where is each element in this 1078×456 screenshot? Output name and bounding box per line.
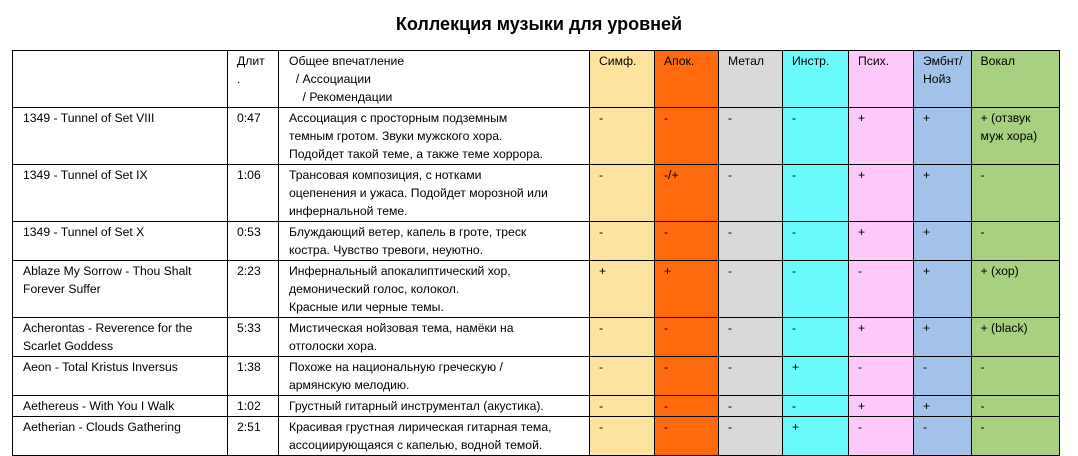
mark-metal: - — [719, 222, 783, 261]
mark-vocal: + (отзвук муж хора) — [971, 108, 1059, 165]
track-impression — [279, 261, 590, 318]
mark-instr: - — [783, 396, 849, 417]
impression-line: демонический голос, колокол. — [289, 282, 460, 296]
impression-line: Подойдет такой теме, а также теме хоррора. — [289, 147, 544, 161]
mark-ambient: + — [914, 222, 972, 261]
track-name: Aetherian - Clouds Gathering — [13, 417, 228, 456]
track-duration: 0:47 — [228, 108, 279, 165]
track-duration: 2:51 — [228, 417, 279, 456]
impression-line: костра. Чувство тревоги, неуютно. — [289, 243, 484, 257]
mark-ambient: + — [914, 318, 972, 357]
mark-metal: - — [719, 396, 783, 417]
mark-metal: - — [719, 417, 783, 456]
mark-vocal: - — [971, 396, 1059, 417]
mark-instr: + — [783, 357, 849, 396]
track-impression — [279, 108, 590, 165]
impression-line: Ассоциация с просторным подземным — [289, 111, 508, 125]
table-row — [13, 357, 1060, 396]
track-name: 1349 - Tunnel of Set IX — [13, 165, 228, 222]
mark-instr: - — [783, 261, 849, 318]
mark-ambient: - — [914, 357, 972, 396]
track-name: 1349 - Tunnel of Set VIII — [13, 108, 228, 165]
table-row — [13, 261, 1060, 318]
mark-psych: - — [849, 417, 914, 456]
mark-apok: - — [655, 396, 719, 417]
track-impression — [279, 396, 590, 417]
mark-psych: - — [849, 357, 914, 396]
mark-ambient: + — [914, 396, 972, 417]
page-title: Коллекция музыки для уровней — [395, 14, 683, 34]
impression-line: отголоски хора. — [289, 339, 378, 353]
impression-line: оцепенения и ужаса. Подойдет морозной или — [289, 186, 548, 200]
mark-psych: - — [849, 261, 914, 318]
mark-instr: - — [783, 165, 849, 222]
mark-psych: + — [849, 108, 914, 165]
impression-line: Трансовая композиция, с нотками — [289, 168, 482, 182]
impression-line: темным гротом. Звуки мужского хора. — [289, 129, 503, 143]
mark-symph: - — [590, 165, 655, 222]
table-row — [13, 222, 1060, 261]
header-duration-line: Длит — [237, 54, 265, 68]
track-name: Acherontas - Reverence for the Scarlet Goddess — [13, 318, 228, 357]
mark-psych: + — [849, 318, 914, 357]
track-duration: 1:06 — [228, 165, 279, 222]
mark-ambient: - — [914, 417, 972, 456]
track-impression — [279, 357, 590, 396]
header-duration — [228, 51, 279, 108]
track-name: Ablaze My Sorrow - Thou Shalt Forever Suffer — [13, 261, 228, 318]
mark-metal: - — [719, 357, 783, 396]
mark-vocal: - — [971, 165, 1059, 222]
track-name: 1349 - Tunnel of Set X — [13, 222, 228, 261]
mark-ambient: + — [914, 261, 972, 318]
track-duration: 5:33 — [228, 318, 279, 357]
mark-metal: - — [719, 261, 783, 318]
mark-psych: + — [849, 165, 914, 222]
mark-vocal: - — [971, 222, 1059, 261]
header-category-apok: Апок. — [655, 51, 719, 108]
mark-symph: - — [590, 108, 655, 165]
table-row — [13, 318, 1060, 357]
header-category-metal: Метал — [719, 51, 783, 108]
mark-instr: - — [783, 108, 849, 165]
impression-line: Красные или черные темы. — [289, 300, 444, 314]
mark-psych: + — [849, 222, 914, 261]
mark-apok: - — [655, 108, 719, 165]
header-category-symph: Симф. — [590, 51, 655, 108]
header-impression — [279, 51, 590, 108]
mark-metal: - — [719, 165, 783, 222]
mark-instr: + — [783, 417, 849, 456]
mark-instr: - — [783, 318, 849, 357]
mark-vocal: - — [971, 357, 1059, 396]
mark-ambient: + — [914, 108, 972, 165]
header-category-psych: Псих. — [849, 51, 914, 108]
mark-vocal: - — [971, 417, 1059, 456]
header-impression-line: Общее впечатление — [289, 54, 405, 68]
header-category-ambient: Эмбнт/ Нойз — [914, 51, 972, 108]
mark-vocal: + (black) — [971, 318, 1059, 357]
mark-ambient: + — [914, 165, 972, 222]
track-impression — [279, 318, 590, 357]
mark-symph: - — [590, 396, 655, 417]
track-impression — [279, 222, 590, 261]
track-duration: 1:02 — [228, 396, 279, 417]
header-track — [13, 51, 228, 108]
mark-psych: + — [849, 396, 914, 417]
impression-line: инфернальной теме. — [289, 204, 408, 218]
mark-metal: - — [719, 108, 783, 165]
mark-apok: + — [655, 261, 719, 318]
table-row — [13, 396, 1060, 417]
track-name: Aethereus - With You I Walk — [13, 396, 228, 417]
impression-line: ассоциирующаяся с капелью, водной темой. — [289, 438, 543, 452]
track-impression — [279, 165, 590, 222]
mark-apok: - — [655, 417, 719, 456]
impression-line: Грустный гитарный инструментал (акустика). — [289, 399, 544, 413]
mark-symph: - — [590, 318, 655, 357]
track-duration: 2:23 — [228, 261, 279, 318]
table-row — [13, 108, 1060, 165]
track-duration: 0:53 — [228, 222, 279, 261]
mark-symph: + — [590, 261, 655, 318]
impression-line: армянскую мелодию. — [289, 378, 410, 392]
header-category-instr: Инстр. — [783, 51, 849, 108]
mark-apok: -/+ — [655, 165, 719, 222]
music-table — [12, 50, 1060, 456]
mark-vocal: + (хор) — [971, 261, 1059, 318]
table-row — [13, 165, 1060, 222]
mark-symph: - — [590, 417, 655, 456]
impression-line: Блуждающий ветер, капель в гроте, треск — [289, 225, 527, 239]
mark-metal: - — [719, 318, 783, 357]
mark-apok: - — [655, 222, 719, 261]
header-row — [13, 51, 1060, 108]
impression-line: Инфернальный апокалиптический хор, — [289, 264, 511, 278]
header-impression-line: / Рекомендации — [289, 90, 393, 104]
impression-line: Красивая грустная лирическая гитарная тема, — [289, 420, 552, 434]
mark-apok: - — [655, 357, 719, 396]
impression-line: Мистическая нойзовая тема, намёки на — [289, 321, 514, 335]
mark-instr: - — [783, 222, 849, 261]
track-impression — [279, 417, 590, 456]
track-duration: 1:38 — [228, 357, 279, 396]
header-duration-line: . — [237, 72, 241, 86]
mark-symph: - — [590, 357, 655, 396]
track-name: Aeon - Total Kristus Inversus — [13, 357, 228, 396]
impression-line: Похоже на национальную греческую / — [289, 360, 503, 374]
header-category-vocal: Вокал — [971, 51, 1059, 108]
mark-symph: - — [590, 222, 655, 261]
header-impression-line: / Ассоциации — [289, 72, 371, 86]
table-row — [13, 417, 1060, 456]
mark-apok: - — [655, 318, 719, 357]
